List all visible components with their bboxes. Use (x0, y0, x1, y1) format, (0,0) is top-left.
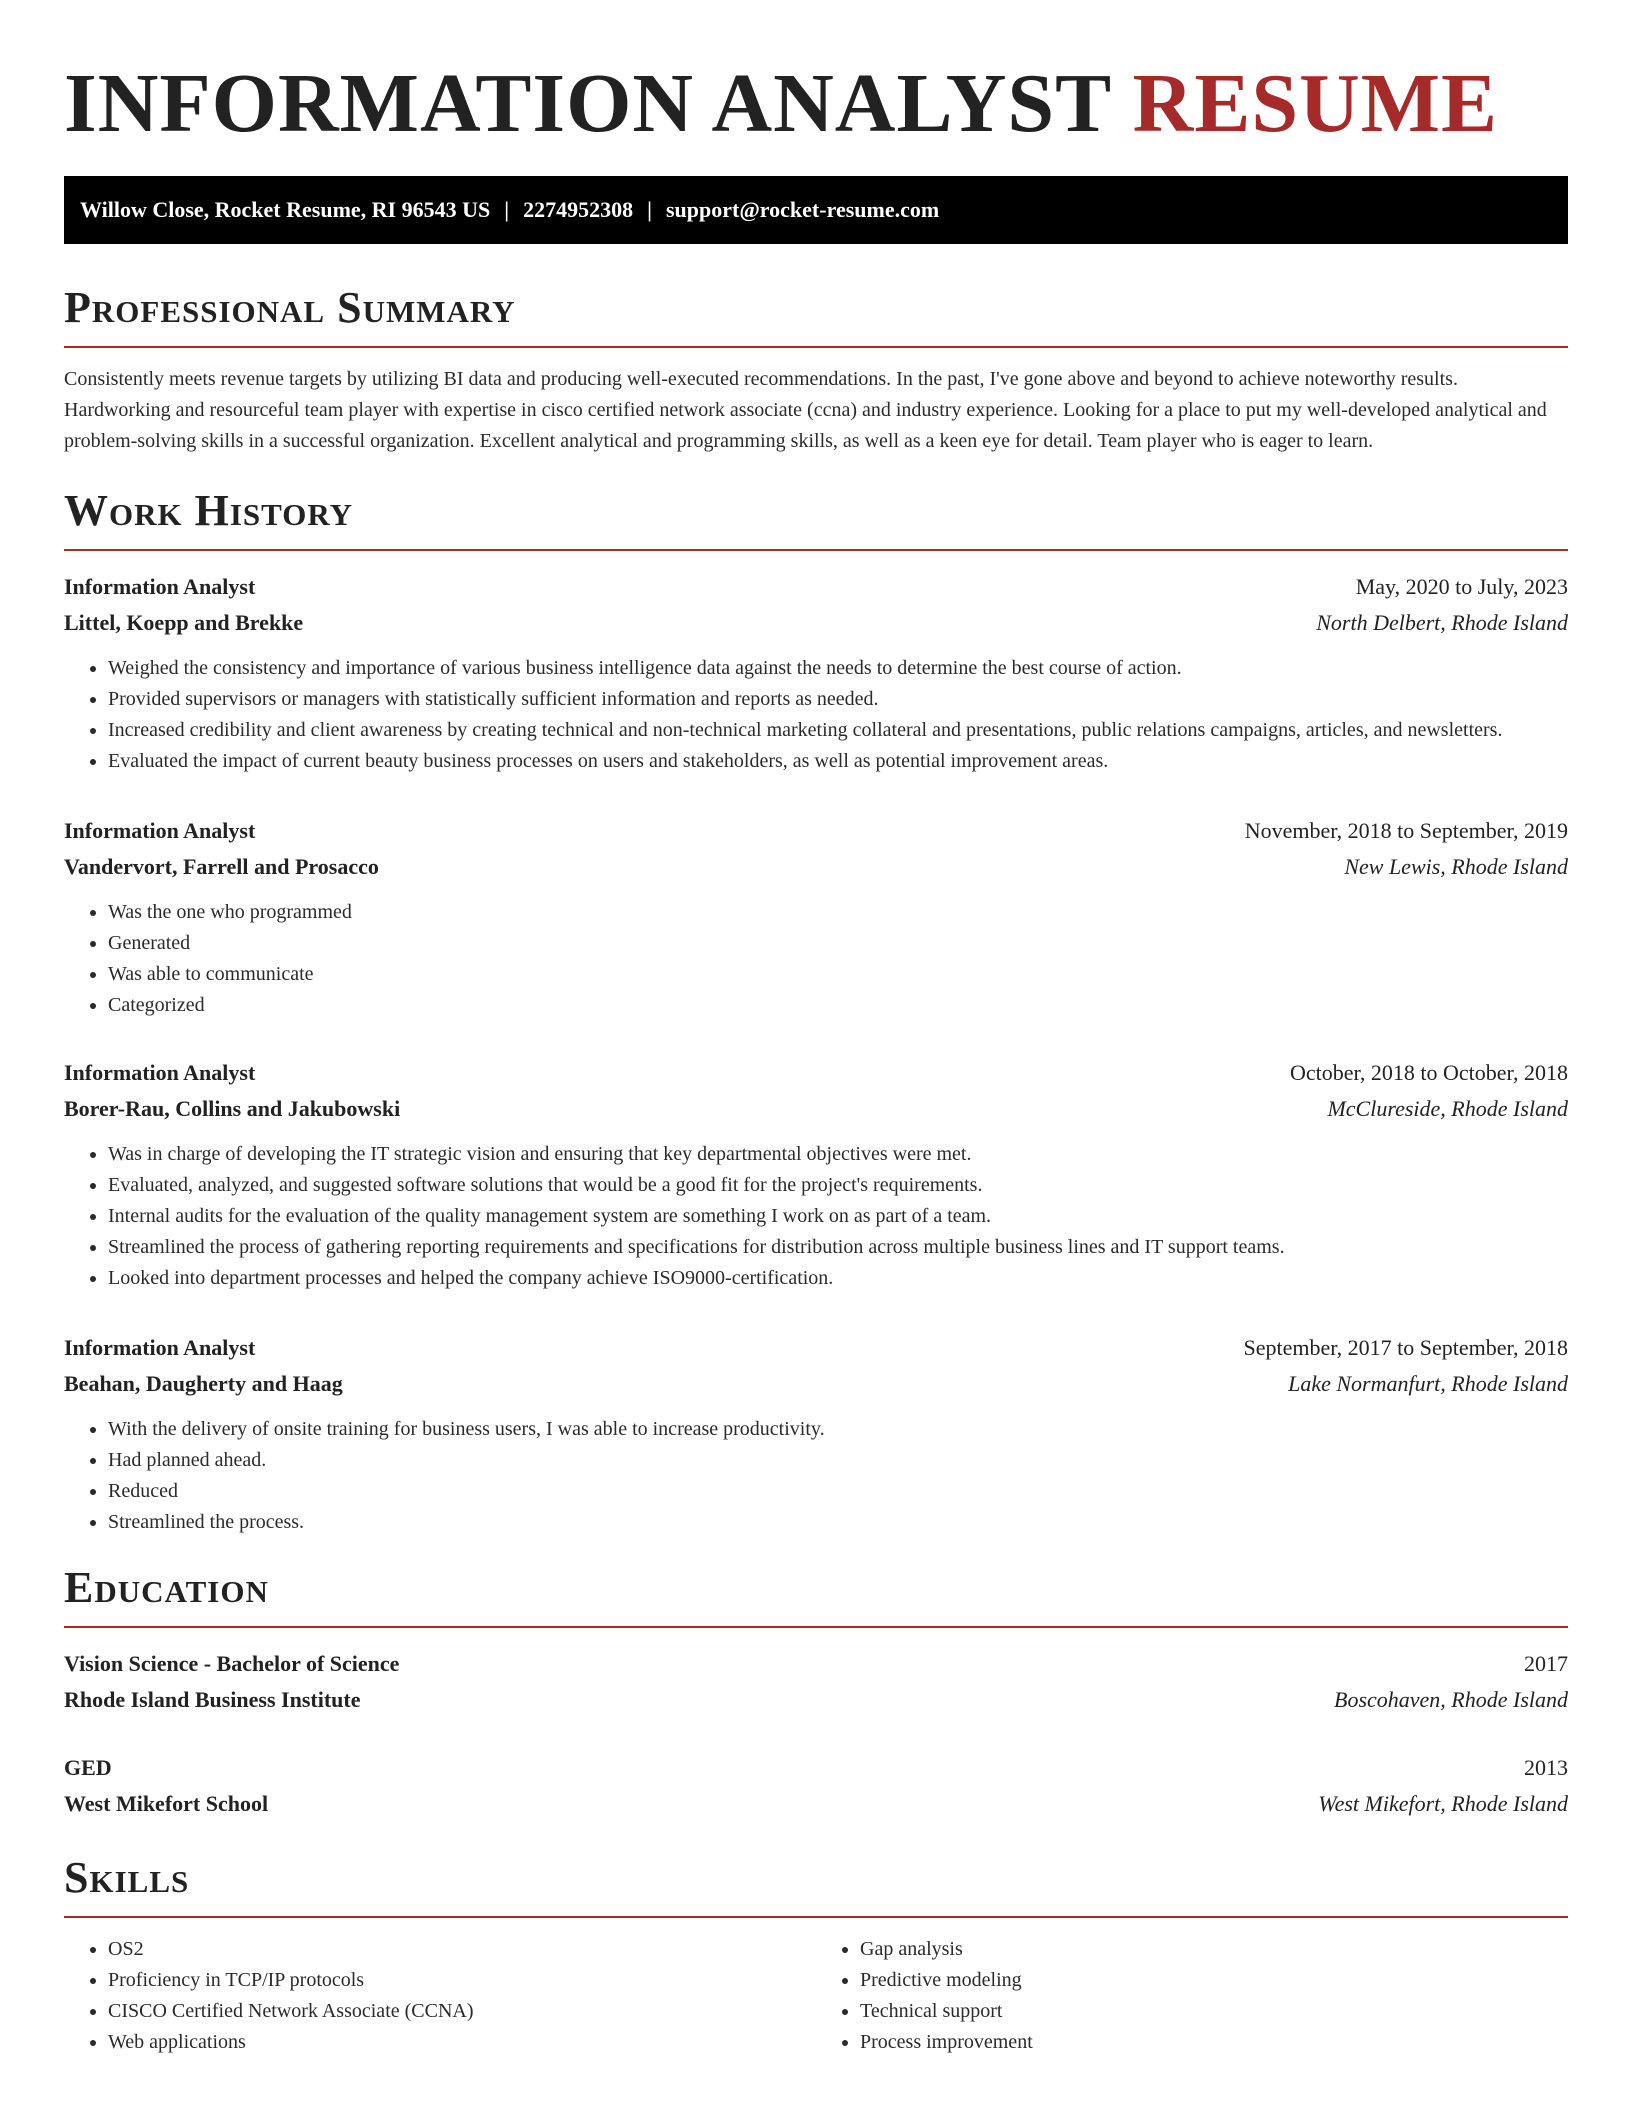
list-item: • With the delivery of onsite training for business users, I was able to increase productivity. (108, 1414, 1568, 1445)
contact-email[interactable]: support@rocket-resume.com (665, 197, 940, 222)
education-year: 2017 (1524, 1651, 1568, 1676)
job-dates: October, 2018 to October, 2018 (1289, 1060, 1568, 1085)
education-heading: Education (64, 1563, 269, 1612)
job-company: Borer-Rau, Collins and Jakubowski (64, 1096, 401, 1121)
job-entry (64, 813, 1568, 1021)
list-item: • Increased credibility and client awareness by creating technical and non-technical marketing collateral and presentations, public relations campaigns, articles, and newsletters. (108, 715, 1568, 746)
list-item: • CISCO Certified Network Associate (CCNA) (108, 1996, 816, 2027)
list-item: • Internal audits for the evaluation of the quality management system are something I work on as part of a team. (108, 1201, 1568, 1232)
education-school: West Mikefort School (64, 1791, 269, 1816)
list-item: • Predictive modeling (860, 1965, 1568, 1996)
list-item: • Proficiency in TCP/IP protocols (108, 1965, 816, 1996)
job-dates: September, 2017 to September, 2018 (1243, 1335, 1568, 1360)
list-item: • Was the one who programmed (108, 897, 1568, 928)
job-location: New Lewis, Rhode Island (1344, 854, 1568, 879)
list-item: • Web applications (108, 2027, 816, 2058)
list-item: • OS2 (108, 1934, 816, 1965)
work-history-section (64, 483, 1568, 1538)
education-entry (64, 1750, 1568, 1822)
title-main: INFORMATION ANALYST (64, 57, 1111, 150)
job-bullets (64, 897, 1568, 1021)
job-location: North Delbert, Rhode Island (1316, 610, 1568, 635)
list-item: • Had planned ahead. (108, 1445, 1568, 1476)
job-entry (64, 569, 1568, 777)
job-company: Littel, Koepp and Brekke (64, 610, 304, 635)
list-item: • Looked into department processes and helped the company achieve ISO9000-certification. (108, 1263, 1568, 1294)
list-item: • Reduced (108, 1476, 1568, 1507)
summary-text: Consistently meets revenue targets by utilizing BI data and producing well-executed recommendations. In the past, I've gone above and beyond to achieve noteworthy results. Hardworking and resourceful team player with expertise in cisco certified network associate (ccna) and industry experience. Looking for a place to put my well-developed analytical and problem-solving skills in a successful organization. Excellent analytical and programming skills, as well as a keen eye for detail. Team player who is eager to learn. (64, 368, 1547, 452)
education-location: Boscohaven, Rhode Island (1334, 1687, 1568, 1712)
contact-separator: | (647, 197, 652, 222)
contact-bar (64, 176, 1568, 244)
job-location: Lake Normanfurt, Rhode Island (1288, 1371, 1568, 1396)
job-title: Information Analyst (64, 1060, 256, 1085)
skills-column-right (816, 1934, 1568, 2058)
work-history-heading: Work History (64, 486, 354, 535)
job-dates: November, 2018 to September, 2019 (1244, 818, 1568, 843)
job-dates: May, 2020 to July, 2023 (1355, 574, 1568, 599)
skills-column-left (64, 1934, 816, 2058)
skills-section (64, 1850, 1568, 2058)
job-company: Beahan, Daugherty and Haag (64, 1371, 343, 1396)
list-item: • Streamlined the process. (108, 1507, 1568, 1538)
list-item: • Was able to communicate (108, 959, 1568, 990)
education-section (64, 1560, 1568, 1822)
job-bullets (64, 1414, 1568, 1538)
list-item: • Streamlined the process of gathering reporting requirements and specifications for distribution across multiple business lines and IT support teams. (108, 1232, 1568, 1263)
education-location: West Mikefort, Rhode Island (1318, 1791, 1568, 1816)
contact-phone: 2274952308 (523, 197, 634, 222)
section-divider (64, 549, 1568, 551)
list-item: • Weighed the consistency and importance of various business intelligence data against the needs to determine the best course of action. (108, 653, 1568, 684)
job-title: Information Analyst (64, 818, 256, 843)
list-item: • Generated (108, 928, 1568, 959)
list-item: • Process improvement (860, 2027, 1568, 2058)
job-company: Vandervort, Farrell and Prosacco (64, 854, 379, 879)
education-school: Rhode Island Business Institute (64, 1687, 361, 1712)
title-accent: RESUME (1132, 57, 1499, 150)
section-divider (64, 346, 1568, 348)
page-title (64, 0, 1568, 176)
section-divider (64, 1626, 1568, 1628)
section-divider (64, 1916, 1568, 1918)
job-title: Information Analyst (64, 574, 256, 599)
summary-section (64, 280, 1568, 457)
contact-address: Willow Close, Rocket Resume, RI 96543 US (80, 197, 491, 222)
list-item: • Was in charge of developing the IT strategic vision and ensuring that key departmental objectives were met. (108, 1139, 1568, 1170)
list-item: • Evaluated the impact of current beauty business processes on users and stakeholders, as well as potential improvement areas. (108, 746, 1568, 777)
job-entry (64, 1055, 1568, 1294)
list-item: • Technical support (860, 1996, 1568, 2027)
education-year: 2013 (1524, 1755, 1568, 1780)
list-item: • Gap analysis (860, 1934, 1568, 1965)
education-degree: GED (64, 1755, 112, 1780)
job-entry (64, 1330, 1568, 1538)
list-item: • Evaluated, analyzed, and suggested software solutions that would be a good fit for the project's requirements. (108, 1170, 1568, 1201)
skills-list (64, 1934, 1568, 2058)
contact-separator: | (504, 197, 510, 222)
summary-heading: Professional Summary (64, 283, 516, 332)
list-item: • Provided supervisors or managers with statistically sufficient information and reports as needed. (108, 684, 1568, 715)
education-entry (64, 1646, 1568, 1718)
job-location: McClureside, Rhode Island (1327, 1096, 1568, 1121)
job-title: Information Analyst (64, 1335, 256, 1360)
education-degree: Vision Science - Bachelor of Science (64, 1651, 400, 1676)
list-item: • Categorized (108, 990, 1568, 1021)
skills-heading: Skills (64, 1853, 190, 1902)
job-bullets (64, 1139, 1568, 1294)
job-bullets (64, 653, 1568, 777)
